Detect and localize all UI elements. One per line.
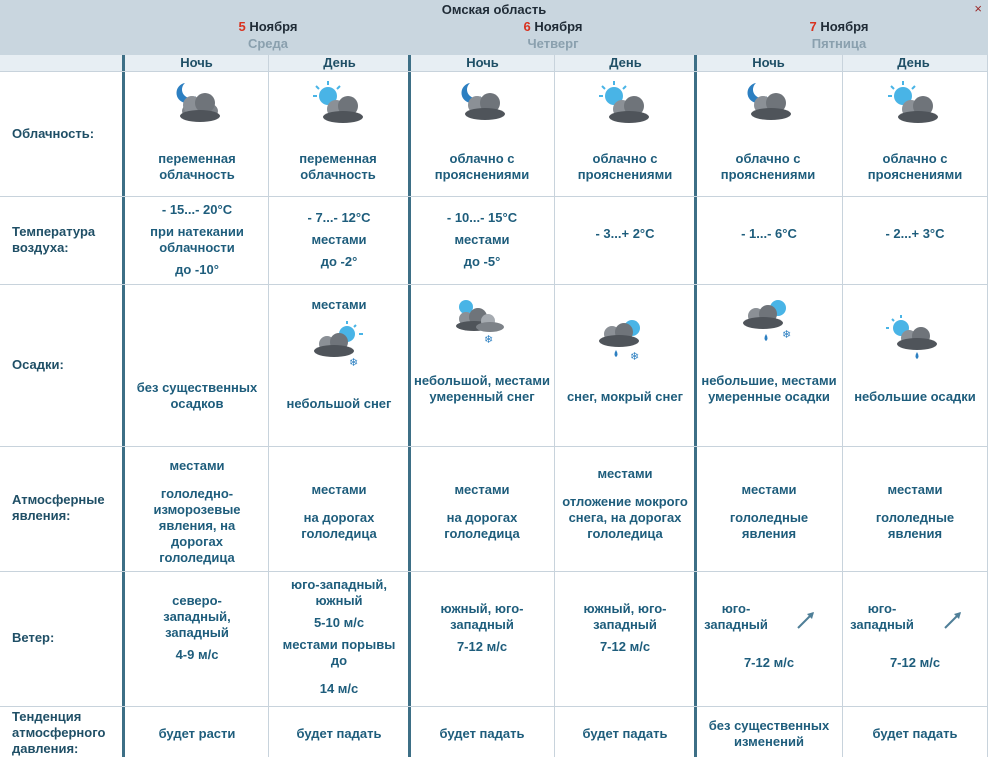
wind-arrow-icon bbox=[941, 608, 965, 632]
atm-qualifier: местами bbox=[597, 466, 653, 481]
forecast-header bbox=[0, 0, 988, 55]
wind-speed: 4-9 м/с bbox=[175, 647, 219, 662]
row-label-wind: Ветер: bbox=[12, 630, 55, 645]
atm-text: отложение мокрого снега, на дорогах гололедица bbox=[562, 494, 688, 541]
pressure-trend: будет падать bbox=[296, 726, 382, 741]
day-weekday: Пятница bbox=[811, 36, 867, 51]
grid-line bbox=[408, 55, 411, 757]
atm-text: гололедные явления bbox=[729, 510, 809, 541]
precipitation-text: небольшой, местами умеренный снег bbox=[414, 373, 550, 404]
temperature-range: - 2...+ 3°C bbox=[885, 226, 945, 241]
day-weekday: Четверг bbox=[527, 36, 579, 51]
row-label-atmospheric: Атмосферные явления: bbox=[12, 492, 105, 523]
cloud-text: облачно с прояснениями bbox=[720, 151, 816, 182]
grid-line bbox=[0, 706, 988, 707]
day-month: Ноября bbox=[534, 19, 583, 34]
daypart-header bbox=[0, 55, 988, 71]
atm-text: на дорогах гололедица bbox=[301, 510, 377, 541]
atm-qualifier: местами bbox=[887, 482, 943, 497]
wind-gusts-speed: 14 м/с bbox=[319, 681, 359, 696]
grid-line bbox=[0, 571, 988, 572]
sleet-cloud-icon bbox=[594, 314, 654, 364]
temperature-range: - 15...- 20°C bbox=[161, 202, 233, 217]
atm-text: гололедно-изморозевые явления, на дорогах гололедица bbox=[153, 486, 241, 565]
precipitation-qualifier: местами bbox=[311, 297, 367, 312]
atm-qualifier: местами bbox=[454, 482, 510, 497]
day-month: Ноября bbox=[820, 19, 869, 34]
temperature-note: местами bbox=[311, 232, 367, 247]
atm-text: гололедные явления bbox=[875, 510, 955, 541]
wind-direction: южный, юго-западный bbox=[583, 601, 667, 632]
atm-text: на дорогах гололедица bbox=[444, 510, 520, 541]
svg-text:❄: ❄ bbox=[782, 328, 792, 341]
temperature-range: - 7...- 12°C bbox=[307, 210, 371, 225]
day-month: Ноября bbox=[249, 19, 298, 34]
row-label-temperature: Температура воздуха: bbox=[12, 224, 96, 255]
sleet-cloud-icon bbox=[738, 296, 798, 346]
precipitation-text: снег, мокрый снег bbox=[566, 389, 684, 404]
day-header-1 bbox=[125, 19, 411, 51]
temperature-range: - 10...- 15°C bbox=[446, 210, 518, 225]
svg-text:❄: ❄ bbox=[349, 356, 359, 369]
grid-line bbox=[122, 55, 125, 757]
grid-line bbox=[694, 55, 697, 757]
daypart-night: Ночь bbox=[180, 55, 213, 70]
atm-qualifier: местами bbox=[169, 458, 225, 473]
cloud-text: облачно с прояснениями bbox=[434, 151, 530, 182]
pressure-trend: будет падать bbox=[582, 726, 668, 741]
grid-line bbox=[0, 71, 988, 72]
wind-gusts-note: местами порывы до bbox=[282, 637, 396, 668]
row-label-cloudiness: Облачность: bbox=[12, 126, 95, 141]
temperature-range: - 3...+ 2°C bbox=[595, 226, 655, 241]
wind-direction: юго-западный bbox=[704, 601, 768, 632]
wind-speed: 5-10 м/с bbox=[313, 615, 365, 630]
daypart-night: Ночь bbox=[466, 55, 499, 70]
grid-line bbox=[842, 55, 843, 757]
pressure-trend: будет расти bbox=[158, 726, 236, 741]
day-header-3 bbox=[696, 19, 982, 51]
close-icon[interactable]: × bbox=[974, 1, 982, 16]
wind-speed: 7-12 м/с bbox=[599, 639, 651, 654]
pressure-trend: без существенных изменений bbox=[708, 718, 830, 749]
wind-speed: 7-12 м/с bbox=[456, 639, 508, 654]
temperature-limit: до -2° bbox=[320, 254, 358, 269]
wind-speed: 7-12 м/с bbox=[889, 655, 941, 670]
cloud-text: переменная облачность bbox=[158, 151, 236, 182]
precipitation-text: без существенных осадков bbox=[136, 380, 258, 411]
temperature-note: при натекании облачности bbox=[150, 224, 244, 255]
atm-qualifier: местами bbox=[741, 482, 797, 497]
moon-cloud-icon bbox=[738, 78, 798, 128]
moon-cloud-icon bbox=[452, 78, 512, 128]
svg-text:❄: ❄ bbox=[484, 333, 494, 346]
daypart-day: День bbox=[609, 55, 642, 70]
moon-cloud-icon bbox=[167, 78, 227, 128]
wind-speed: 7-12 м/с bbox=[743, 655, 795, 670]
grid-line bbox=[0, 446, 988, 447]
day-number: 6 bbox=[523, 19, 531, 34]
pressure-trend: будет падать bbox=[872, 726, 958, 741]
daypart-day: День bbox=[897, 55, 930, 70]
region-title: Омская область bbox=[441, 2, 547, 17]
snow-sun-cloud-icon bbox=[452, 297, 512, 347]
grid-line bbox=[0, 284, 988, 285]
wind-direction: южный, юго-западный bbox=[440, 601, 524, 632]
temperature-limit: до -5° bbox=[463, 254, 501, 269]
svg-text:❄: ❄ bbox=[630, 350, 640, 363]
day-number: 5 bbox=[238, 19, 246, 34]
wind-direction: юго-западный, южный bbox=[290, 577, 388, 608]
precipitation-text: небольшой снег bbox=[286, 396, 392, 411]
day-header-2 bbox=[410, 19, 696, 51]
wind-arrow-icon bbox=[794, 608, 818, 632]
daypart-night: Ночь bbox=[752, 55, 785, 70]
grid-line bbox=[0, 196, 988, 197]
precipitation-text: небольшие осадки bbox=[854, 389, 976, 404]
day-weekday: Среда bbox=[247, 36, 289, 51]
daypart-day: День bbox=[323, 55, 356, 70]
grid-line bbox=[268, 55, 269, 757]
sun-cloud-icon bbox=[594, 78, 654, 128]
rain-sun-cloud-icon bbox=[883, 314, 943, 364]
atm-qualifier: местами bbox=[311, 482, 367, 497]
temperature-range: - 1...- 6°C bbox=[741, 226, 797, 241]
pressure-trend: будет падать bbox=[439, 726, 525, 741]
grid-line bbox=[554, 55, 555, 757]
wind-direction: северо-западный, западный bbox=[163, 593, 231, 640]
cloud-text: переменная облачность bbox=[299, 151, 377, 182]
snow-sun-cloud-icon bbox=[309, 320, 369, 370]
row-label-precipitation: Осадки: bbox=[12, 357, 64, 372]
row-label-pressure: Тенденция атмосферного давления: bbox=[12, 709, 106, 756]
temperature-limit: до -10° bbox=[175, 262, 219, 277]
cloud-text: облачно с прояснениями bbox=[577, 151, 673, 182]
day-number: 7 bbox=[809, 19, 817, 34]
cloud-text: облачно с прояснениями bbox=[867, 151, 963, 182]
sun-cloud-icon bbox=[883, 78, 943, 128]
precipitation-text: небольшие, местами умеренные осадки bbox=[701, 373, 837, 404]
sun-cloud-icon bbox=[308, 78, 368, 128]
wind-direction: юго-западный bbox=[850, 601, 914, 632]
temperature-note: местами bbox=[454, 232, 510, 247]
